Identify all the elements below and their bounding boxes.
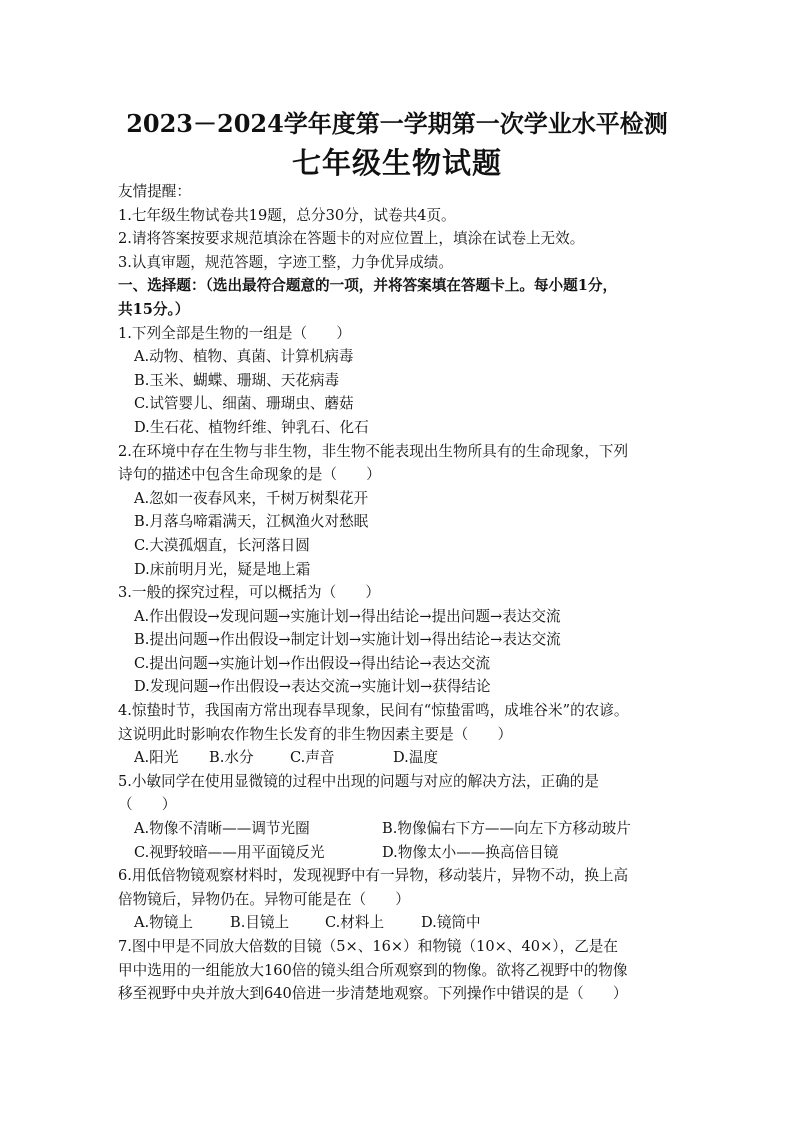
exam-content bbox=[118, 180, 678, 1006]
option: A.物镜上 bbox=[134, 914, 193, 932]
option: B.水分 bbox=[209, 749, 254, 767]
option: D.生石花、植物纤维、钟乳石、化石 bbox=[134, 418, 369, 436]
option: C.大漠孤烟直，长河落日圆 bbox=[134, 536, 310, 554]
option: D.床前明月光，疑是地上霜 bbox=[134, 560, 311, 578]
question-stem: 移至视野中央并放大到640倍进一步清楚地观察。下列操作中错误的是（ ） bbox=[118, 985, 628, 1003]
question-stem: 7.图中甲是不同放大倍数的目镜（5×、16×）和物镜（10×、40×），乙是在 bbox=[118, 938, 618, 955]
option: A.忽如一夜春风来，千树万树梨花开 bbox=[134, 489, 369, 507]
option: A.物像不清晰——调节光圈 bbox=[134, 820, 310, 838]
option: A.动物、植物、真菌、计算机病毒 bbox=[134, 348, 354, 366]
option: C.视野较暗——用平面镜反光 bbox=[134, 843, 325, 861]
question-stem: （ ） bbox=[118, 796, 177, 814]
option: B.提出问题→作出假设→制定计划→实施计划→得出结论→表达交流 bbox=[134, 631, 561, 649]
reminder-item: 3.认真审题，规范答题，字迹工整，力争优异成绩。 bbox=[118, 253, 453, 271]
option: B.月落乌啼霜满天，江枫渔火对愁眠 bbox=[134, 513, 369, 531]
option: C.试管婴儿、细菌、珊瑚虫、蘑菇 bbox=[134, 395, 354, 413]
question-stem: 2.在环境中存在生物与非生物，非生物不能表现出生物所具有的生命现象，下列 bbox=[118, 442, 629, 460]
option: B.物像偏右下方——向左下方移动玻片 bbox=[382, 820, 631, 838]
option: D.发现问题→作出假设→表达交流→实施计划→获得结论 bbox=[134, 678, 491, 696]
option: A.作出假设→发现问题→实施计划→得出结论→提出问题→表达交流 bbox=[134, 607, 561, 625]
question-stem: 1.下列全部是生物的一组是（ ） bbox=[118, 324, 351, 342]
option: D.镜筒中 bbox=[421, 914, 481, 932]
reminder-item: 2.请将答案按要求规范填涂在答题卡的对应位置上，填涂在试卷上无效。 bbox=[118, 230, 585, 248]
question-stem: 甲中选用的一组能放大160倍的镜头组合所观察到的物像。欲将乙视野中的物像 bbox=[118, 961, 628, 979]
option-row bbox=[118, 817, 678, 841]
option: D.温度 bbox=[393, 749, 439, 767]
question-stem: 3.一般的探究过程，可以概括为（ ） bbox=[118, 584, 381, 602]
exam-subtitle: 七年级生物试题 bbox=[291, 146, 502, 180]
section-heading-cont: 共15分。） bbox=[118, 300, 190, 318]
option: C.材料上 bbox=[325, 914, 385, 932]
question-stem: 6.用低倍物镜观察材料时，发现视野中有一异物，移动装片，异物不动，换上高 bbox=[118, 867, 629, 885]
option-row bbox=[118, 841, 678, 865]
option-row bbox=[118, 746, 678, 770]
option: A.阳光 bbox=[134, 749, 179, 767]
section-heading: 一、选择题：（选出最符合题意的一项，并将答案填在答题卡上。每小题1分， bbox=[118, 277, 618, 295]
exam-title: 2023－2024学年度第一学期第一次学业水平检测 bbox=[126, 109, 668, 138]
option: B.玉米、蝴蝶、珊瑚、天花病毒 bbox=[134, 371, 340, 389]
reminder-heading: 友情提醒： bbox=[118, 183, 191, 200]
option: C.提出问题→实施计划→作出假设→得出结论→表达交流 bbox=[134, 654, 491, 672]
option: B.目镜上 bbox=[230, 914, 290, 932]
question-stem: 4.惊蛰时节，我国南方常出现春旱现象，民间有“惊蛰雷鸣，成堆谷米”的农谚。 bbox=[118, 702, 629, 720]
question-stem: 这说明此时影响农作物生长发育的非生物因素主要是（ ） bbox=[118, 725, 513, 743]
option: C.声音 bbox=[290, 749, 335, 767]
option: D.物像太小——换高倍目镜 bbox=[382, 843, 559, 861]
reminder-item: 1.七年级生物试卷共19题，总分30分，试卷共4页。 bbox=[118, 206, 456, 224]
question-stem: 5.小敏同学在使用显微镜的过程中出现的问题与对应的解决方法，正确的是 bbox=[118, 772, 599, 790]
question-stem: 诗句的描述中包含生命现象的是（ ） bbox=[118, 466, 381, 484]
option-row bbox=[118, 911, 678, 935]
question-stem: 倍物镜后，异物仍在。异物可能是在（ ） bbox=[118, 890, 410, 908]
